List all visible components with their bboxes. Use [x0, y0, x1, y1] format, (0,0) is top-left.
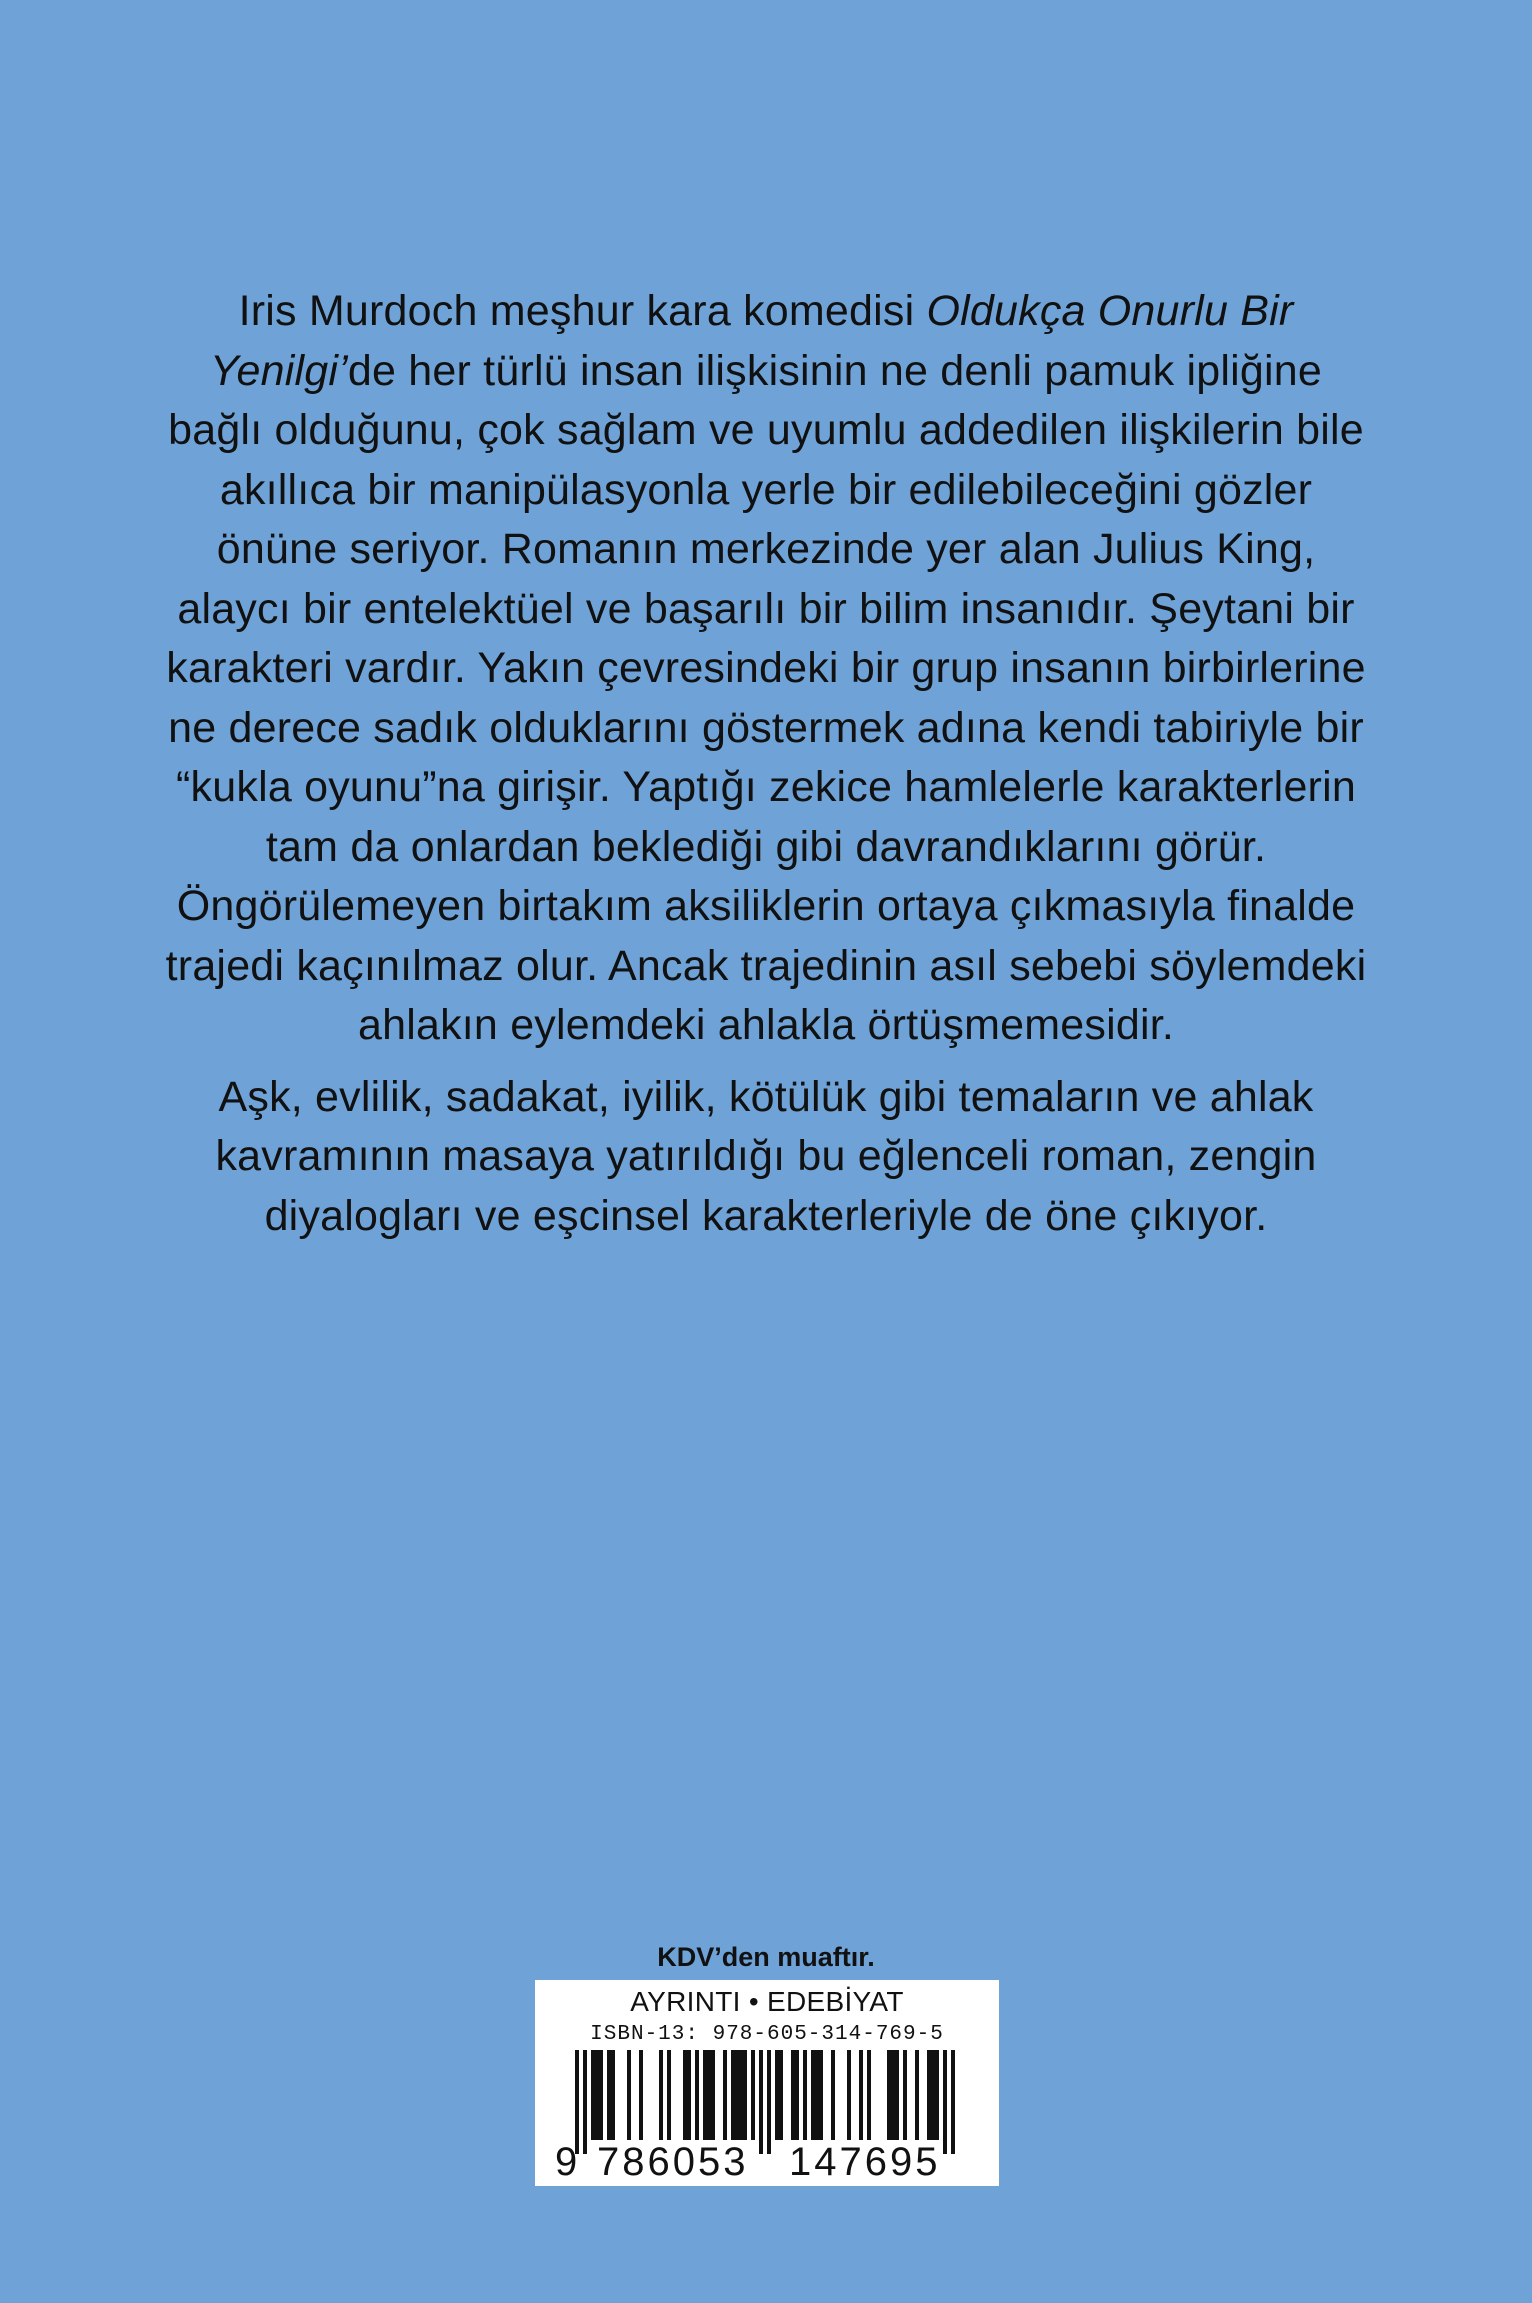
barcode-bar-24: [767, 2050, 771, 2154]
barcode-bar-22: [751, 2050, 755, 2140]
isbn-barcode-block: [535, 1980, 999, 2186]
barcode-bar-34: [847, 2050, 851, 2140]
barcode-bar-3: [595, 2050, 599, 2140]
barcode-bar-35: [859, 2050, 863, 2140]
barcode-bar-17: [723, 2050, 727, 2140]
barcode-bar-19: [735, 2050, 739, 2140]
blurb-intro: Iris Murdoch meşhur kara komedisi: [238, 287, 927, 335]
barcode-bar-26: [779, 2050, 783, 2140]
barcode-bar-9: [659, 2050, 663, 2140]
blurb-paragraph-2: Aşk, evlilik, sadakat, iyilik, kötülük gibi temaların ve ahlak kavramının masaya yatırıldığı bu eğlenceli roman, zengin diyalogları ve eşcinsel karakterleriyle de öne çıkıyor.: [215, 1072, 1317, 1240]
barcode-bar-44: [935, 2050, 939, 2140]
barcode-bar-46: [951, 2050, 955, 2154]
book-title-italic: Oldukça Onurlu Bir Yenilgi’: [210, 287, 1294, 395]
ean-digits: [555, 2140, 985, 2184]
barcode-bar-2: [591, 2050, 595, 2140]
barcode-bar-11: [683, 2050, 687, 2140]
barcode-bar-6: [611, 2050, 615, 2140]
ean-left-group: 786053: [597, 2140, 749, 2184]
publisher-imprint: AYRINTI • EDEBİYAT: [630, 1986, 904, 2017]
back-cover-blurb: [160, 282, 1372, 1246]
barcode-bar-12: [687, 2050, 691, 2140]
barcode-bar-32: [819, 2050, 823, 2140]
blurb-paragraph-1: [160, 282, 1372, 1056]
barcode-bar-42: [927, 2050, 931, 2140]
barcode-bar-27: [791, 2050, 795, 2140]
barcode-bar-23: [759, 2050, 763, 2154]
barcode-bar-15: [707, 2050, 711, 2140]
barcode-bar-4: [599, 2050, 603, 2140]
barcode-bar-5: [607, 2050, 611, 2140]
barcode-bar-7: [627, 2050, 631, 2140]
barcode-bar-43: [931, 2050, 935, 2140]
barcode-bars: [535, 2050, 999, 2154]
ean-right-group: 147695: [789, 2140, 941, 2184]
barcode-bar-36: [867, 2050, 871, 2140]
barcode-bar-18: [731, 2050, 735, 2140]
barcode-bar-20: [739, 2050, 743, 2140]
barcode-bar-30: [811, 2050, 815, 2140]
blurb-body: de her türlü insan ilişkisinin ne denli pamuk ipliğine bağlı olduğunu, çok sağlam ve uyumlu addedilen ilişkilerin bile akıllıca bir manipülasyonla yerle bir edilebileceğini gözler önüne seriyor. Romanın merkezinde yer alan Julius King, alaycı bir entelektüel ve başarılı bir bilim insanıdır. Şeytani bir karakteri vardır. Yakın çevresindeki bir grup insanın birbirlerine ne derece sadık olduklarını göstermek adına kendi tabiriyle bir “kukla oyunu”na girişir. Yaptığı zekice hamlelerle karakterlerin tam da onlardan beklediği gibi davrandıklarını görür. Öngörülemeyen birtakım aksiliklerin ortaya çıkmasıyla finalde trajedi kaçınılmaz olur. Ancak trajedinin asıl sebebi söylemdeki ahlakın eylemdeki ahlakla örtüşmemesidir.: [165, 346, 1367, 1049]
barcode-bar-28: [795, 2050, 799, 2140]
tax-exempt-note: KDV’den muaftır.: [657, 1942, 875, 1972]
barcode-bar-14: [703, 2050, 707, 2140]
barcode-bar-8: [639, 2050, 643, 2140]
barcode-bar-0: [575, 2050, 579, 2154]
barcode-bar-10: [667, 2050, 671, 2140]
isbn-text: ISBN-13: 978-605-314-769-5: [590, 2023, 944, 2046]
ean-first-digit: 9: [555, 2140, 578, 2184]
barcode-bar-33: [831, 2050, 835, 2140]
barcode-bar-41: [915, 2050, 919, 2140]
barcode-bar-25: [775, 2050, 779, 2140]
barcode-bar-38: [891, 2050, 895, 2140]
barcode-bar-40: [903, 2050, 907, 2140]
barcode-bar-45: [943, 2050, 947, 2154]
barcode-bar-1: [583, 2050, 587, 2154]
barcode-bar-29: [803, 2050, 807, 2140]
barcode-bar-39: [895, 2050, 899, 2140]
barcode-bar-21: [743, 2050, 747, 2140]
barcode-bar-13: [695, 2050, 699, 2140]
barcode-bar-37: [887, 2050, 891, 2140]
barcode-bar-31: [815, 2050, 819, 2140]
barcode-bar-16: [711, 2050, 715, 2140]
